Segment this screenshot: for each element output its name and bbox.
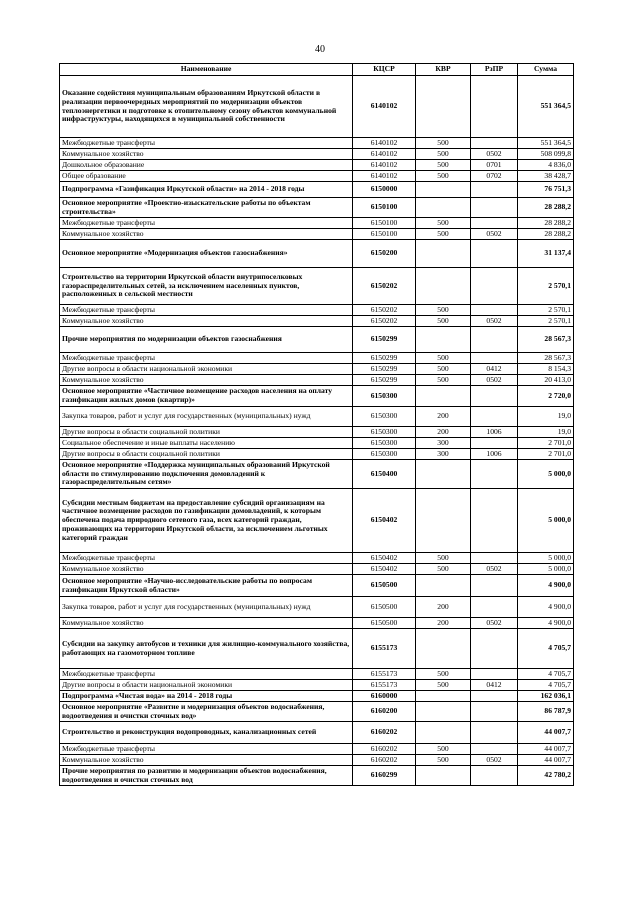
cell-kvr: 500 — [416, 375, 471, 386]
cell-rzpr: 1006 — [471, 427, 518, 438]
cell-kcsr: 6140102 — [353, 171, 416, 182]
cell-kcsr: 6160299 — [353, 766, 416, 786]
table-row — [60, 564, 574, 575]
cell-rzpr: 0502 — [471, 316, 518, 327]
cell-kcsr: 6140102 — [353, 160, 416, 171]
cell-name: Межбюджетные трансферты — [60, 138, 353, 149]
cell-kvr: 500 — [416, 316, 471, 327]
cell-kvr — [416, 460, 471, 489]
cell-kcsr: 6160202 — [353, 744, 416, 755]
budget-table — [59, 63, 574, 786]
cell-rzpr — [471, 629, 518, 669]
cell-kcsr: 6150402 — [353, 489, 416, 553]
table-row — [60, 669, 574, 680]
cell-kcsr: 6150299 — [353, 364, 416, 375]
cell-sum: 508 099,8 — [518, 149, 574, 160]
cell-name: Коммунальное хозяйство — [60, 375, 353, 386]
cell-sum: 19,0 — [518, 407, 574, 427]
cell-name: Подпрограмма «Чистая вода» на 2014 - 2018 годы — [60, 691, 353, 702]
cell-kcsr: 6150202 — [353, 268, 416, 305]
table-row — [60, 691, 574, 702]
cell-kcsr: 6150100 — [353, 198, 416, 218]
cell-kvr: 300 — [416, 438, 471, 449]
table-row — [60, 149, 574, 160]
cell-kvr — [416, 198, 471, 218]
cell-name: Межбюджетные трансферты — [60, 305, 353, 316]
cell-rzpr — [471, 407, 518, 427]
table-row — [60, 629, 574, 669]
cell-kvr: 500 — [416, 229, 471, 240]
cell-kvr: 200 — [416, 618, 471, 629]
cell-kvr — [416, 722, 471, 744]
table-row — [60, 160, 574, 171]
cell-sum: 2 570,1 — [518, 268, 574, 305]
cell-kcsr: 6150299 — [353, 375, 416, 386]
table-row — [60, 240, 574, 268]
cell-kcsr: 6150300 — [353, 438, 416, 449]
table-row — [60, 460, 574, 489]
table-row — [60, 229, 574, 240]
cell-rzpr — [471, 691, 518, 702]
cell-name: Основное мероприятие «Частичное возмещение расходов населения на оплату газификации жилых домов (квартир)» — [60, 386, 353, 407]
cell-kcsr: 6160000 — [353, 691, 416, 702]
cell-sum: 8 154,3 — [518, 364, 574, 375]
cell-rzpr — [471, 182, 518, 198]
table-row — [60, 407, 574, 427]
table-row — [60, 76, 574, 138]
cell-name: Прочие мероприятия по модернизации объектов газоснабжения — [60, 327, 353, 353]
cell-kcsr: 6150400 — [353, 460, 416, 489]
cell-rzpr: 0412 — [471, 680, 518, 691]
cell-kvr — [416, 327, 471, 353]
cell-sum: 4 900,0 — [518, 575, 574, 597]
column-header-sum: Сумма — [518, 64, 574, 76]
column-header-kcsr: КЦСР — [353, 64, 416, 76]
column-header-rzpr: РзПР — [471, 64, 518, 76]
cell-kcsr: 6150200 — [353, 240, 416, 268]
cell-rzpr — [471, 327, 518, 353]
cell-sum: 4 836,0 — [518, 160, 574, 171]
cell-rzpr — [471, 386, 518, 407]
table-row — [60, 766, 574, 786]
cell-kvr: 500 — [416, 218, 471, 229]
cell-sum: 4 900,0 — [518, 597, 574, 618]
cell-sum: 42 780,2 — [518, 766, 574, 786]
cell-sum: 28 288,2 — [518, 229, 574, 240]
cell-kvr: 500 — [416, 138, 471, 149]
cell-kcsr: 6150300 — [353, 386, 416, 407]
cell-kvr — [416, 702, 471, 722]
cell-name: Другие вопросы в области социальной политики — [60, 449, 353, 460]
cell-rzpr — [471, 575, 518, 597]
cell-kcsr: 6150500 — [353, 575, 416, 597]
cell-kvr: 500 — [416, 680, 471, 691]
cell-name: Коммунальное хозяйство — [60, 564, 353, 575]
table-row — [60, 198, 574, 218]
cell-rzpr — [471, 138, 518, 149]
cell-kvr: 200 — [416, 597, 471, 618]
cell-kvr — [416, 575, 471, 597]
cell-name: Основное мероприятие «Проектно-изыскательские работы по объектам строительства» — [60, 198, 353, 218]
cell-sum: 31 137,4 — [518, 240, 574, 268]
cell-kcsr: 6150300 — [353, 427, 416, 438]
cell-sum: 5 000,0 — [518, 460, 574, 489]
cell-kvr — [416, 182, 471, 198]
cell-name: Оказание содействия муниципальным образованиям Иркутской области в реализации первоочередных мероприятий по модернизации объектов теплоэнергетики и подготовке к отопительному сезону объектов коммунальной инфраструктуры, находящихся в муниципальной собственности — [60, 76, 353, 138]
table-row — [60, 364, 574, 375]
cell-kvr: 500 — [416, 353, 471, 364]
cell-name: Другие вопросы в области национальной экономики — [60, 680, 353, 691]
cell-kcsr: 6160200 — [353, 702, 416, 722]
cell-sum: 2 720,0 — [518, 386, 574, 407]
cell-sum: 28 288,2 — [518, 198, 574, 218]
cell-kcsr: 6150300 — [353, 407, 416, 427]
cell-rzpr: 0502 — [471, 564, 518, 575]
cell-kcsr: 6155173 — [353, 669, 416, 680]
cell-sum: 28 567,3 — [518, 353, 574, 364]
cell-name: Коммунальное хозяйство — [60, 229, 353, 240]
cell-rzpr: 0502 — [471, 375, 518, 386]
cell-name: Межбюджетные трансферты — [60, 669, 353, 680]
cell-kvr: 500 — [416, 305, 471, 316]
cell-name: Коммунальное хозяйство — [60, 755, 353, 766]
cell-kvr: 500 — [416, 669, 471, 680]
cell-kvr: 300 — [416, 449, 471, 460]
cell-sum: 76 751,3 — [518, 182, 574, 198]
cell-kvr — [416, 629, 471, 669]
cell-name: Межбюджетные трансферты — [60, 353, 353, 364]
cell-rzpr — [471, 438, 518, 449]
cell-name: Социальное обеспечение и иные выплаты населению — [60, 438, 353, 449]
table-row — [60, 316, 574, 327]
cell-sum: 38 428,7 — [518, 171, 574, 182]
table-row — [60, 427, 574, 438]
cell-kvr — [416, 691, 471, 702]
cell-kcsr: 6140102 — [353, 149, 416, 160]
cell-kcsr: 6150402 — [353, 564, 416, 575]
cell-kvr: 500 — [416, 364, 471, 375]
cell-rzpr: 0502 — [471, 229, 518, 240]
cell-kcsr: 6150100 — [353, 218, 416, 229]
cell-kcsr: 6140102 — [353, 76, 416, 138]
cell-kvr: 200 — [416, 407, 471, 427]
cell-name: Основное мероприятие «Поддержка муниципальных образований Иркутской области по стимулированию подключения домовладений к газораспределительным сетям» — [60, 460, 353, 489]
cell-sum: 44 007,7 — [518, 744, 574, 755]
cell-rzpr: 1006 — [471, 449, 518, 460]
cell-kcsr: 6150100 — [353, 229, 416, 240]
cell-sum: 4 705,7 — [518, 669, 574, 680]
cell-kvr: 500 — [416, 160, 471, 171]
cell-rzpr — [471, 76, 518, 138]
table-row — [60, 449, 574, 460]
cell-rzpr: 0412 — [471, 364, 518, 375]
cell-name: Субсидии местным бюджетам на предоставление субсидий организациям на частичное возмещение расходов по газификации домовладений, к которым обеспечена подача природного сетевого газа, всех категорий граждан, проживающих на территории Иркутской области, за исключением льготных категорий граждан — [60, 489, 353, 553]
cell-kvr — [416, 268, 471, 305]
cell-kcsr: 6150500 — [353, 597, 416, 618]
cell-kvr — [416, 766, 471, 786]
cell-name: Прочие мероприятия по развитию и модернизации объектов водоснабжения, водоотведения и очистки сточных вод — [60, 766, 353, 786]
cell-kcsr: 6150202 — [353, 316, 416, 327]
cell-sum: 162 036,1 — [518, 691, 574, 702]
cell-sum: 4 705,7 — [518, 680, 574, 691]
cell-sum: 44 007,7 — [518, 755, 574, 766]
cell-name: Межбюджетные трансферты — [60, 218, 353, 229]
cell-rzpr — [471, 489, 518, 553]
cell-kcsr: 6150402 — [353, 553, 416, 564]
cell-rzpr — [471, 240, 518, 268]
table-row — [60, 575, 574, 597]
cell-sum: 44 007,7 — [518, 722, 574, 744]
cell-sum: 551 364,5 — [518, 138, 574, 149]
cell-rzpr — [471, 218, 518, 229]
cell-rzpr — [471, 198, 518, 218]
table-row — [60, 218, 574, 229]
cell-kvr: 500 — [416, 553, 471, 564]
cell-name: Субсидии на закупку автобусов и техники для жилищно-коммунального хозяйства, работающих на газомоторном топливе — [60, 629, 353, 669]
cell-kvr: 200 — [416, 427, 471, 438]
cell-sum: 86 787,9 — [518, 702, 574, 722]
cell-rzpr: 0502 — [471, 149, 518, 160]
cell-name: Коммунальное хозяйство — [60, 618, 353, 629]
cell-kcsr: 6150300 — [353, 449, 416, 460]
cell-name: Коммунальное хозяйство — [60, 149, 353, 160]
table-row — [60, 327, 574, 353]
table-row — [60, 722, 574, 744]
cell-name: Общее образование — [60, 171, 353, 182]
cell-sum: 2 570,1 — [518, 316, 574, 327]
cell-sum: 4 900,0 — [518, 618, 574, 629]
cell-kcsr: 6140102 — [353, 138, 416, 149]
cell-rzpr — [471, 669, 518, 680]
table-body — [60, 76, 574, 786]
cell-kvr: 500 — [416, 149, 471, 160]
cell-kcsr: 6155173 — [353, 629, 416, 669]
column-header-name: Наименование — [60, 64, 353, 76]
cell-rzpr — [471, 744, 518, 755]
cell-rzpr — [471, 353, 518, 364]
cell-name: Основное мероприятие «Развитие и модернизация объектов водоснабжения, водоотведения и очистки сточных вод» — [60, 702, 353, 722]
cell-kvr: 500 — [416, 171, 471, 182]
cell-sum: 5 000,0 — [518, 489, 574, 553]
cell-rzpr — [471, 305, 518, 316]
cell-kcsr: 6150202 — [353, 305, 416, 316]
cell-sum: 20 413,0 — [518, 375, 574, 386]
cell-kvr: 500 — [416, 744, 471, 755]
cell-rzpr: 0701 — [471, 160, 518, 171]
table-row — [60, 680, 574, 691]
cell-name: Другие вопросы в области социальной политики — [60, 427, 353, 438]
table-row — [60, 744, 574, 755]
column-header-kvr: КВР — [416, 64, 471, 76]
table-header-row — [60, 64, 574, 76]
cell-sum: 19,0 — [518, 427, 574, 438]
table-row — [60, 618, 574, 629]
cell-sum: 2 570,1 — [518, 305, 574, 316]
cell-rzpr — [471, 722, 518, 744]
cell-rzpr — [471, 268, 518, 305]
cell-kcsr: 6150299 — [353, 327, 416, 353]
table-row — [60, 182, 574, 198]
cell-kvr — [416, 76, 471, 138]
cell-sum: 2 701,0 — [518, 438, 574, 449]
table-row — [60, 597, 574, 618]
cell-rzpr — [471, 460, 518, 489]
cell-kcsr: 6150000 — [353, 182, 416, 198]
cell-name: Строительство на территории Иркутской области внутрипоселковых газораспределительных сетей, за исключением населенных пунктов, расположенных в сельской местности — [60, 268, 353, 305]
cell-sum: 4 705,7 — [518, 629, 574, 669]
cell-name: Коммунальное хозяйство — [60, 316, 353, 327]
table-row — [60, 138, 574, 149]
table-row — [60, 755, 574, 766]
table-row — [60, 353, 574, 364]
cell-rzpr: 0702 — [471, 171, 518, 182]
table-row — [60, 386, 574, 407]
cell-rzpr — [471, 597, 518, 618]
cell-name: Основное мероприятие «Научно-исследовательские работы по вопросам газификации Иркутской области» — [60, 575, 353, 597]
cell-kcsr: 6150299 — [353, 353, 416, 364]
cell-kcsr: 6155173 — [353, 680, 416, 691]
cell-kvr — [416, 240, 471, 268]
cell-name: Подпрограмма «Газификация Иркутской области» на 2014 - 2018 годы — [60, 182, 353, 198]
table-row — [60, 438, 574, 449]
table-row — [60, 375, 574, 386]
cell-sum: 28 288,2 — [518, 218, 574, 229]
table-row — [60, 305, 574, 316]
cell-name: Закупка товаров, работ и услуг для государственных (муниципальных) нужд — [60, 597, 353, 618]
cell-name: Дошкольное образование — [60, 160, 353, 171]
cell-name: Закупка товаров, работ и услуг для государственных (муниципальных) нужд — [60, 407, 353, 427]
cell-kvr — [416, 386, 471, 407]
cell-kcsr: 6150500 — [353, 618, 416, 629]
cell-kvr: 500 — [416, 755, 471, 766]
page-number: 40 — [315, 44, 325, 55]
cell-sum: 2 701,0 — [518, 449, 574, 460]
cell-name: Основное мероприятие «Модернизация объектов газоснабжения» — [60, 240, 353, 268]
cell-name: Другие вопросы в области национальной экономики — [60, 364, 353, 375]
cell-rzpr — [471, 766, 518, 786]
cell-name: Межбюджетные трансферты — [60, 744, 353, 755]
cell-rzpr — [471, 702, 518, 722]
cell-rzpr: 0502 — [471, 618, 518, 629]
cell-kvr: 500 — [416, 564, 471, 575]
table-row — [60, 553, 574, 564]
cell-kcsr: 6160202 — [353, 755, 416, 766]
cell-kcsr: 6160202 — [353, 722, 416, 744]
table-row — [60, 489, 574, 553]
cell-sum: 5 000,0 — [518, 564, 574, 575]
cell-rzpr — [471, 553, 518, 564]
cell-kvr — [416, 489, 471, 553]
table-row — [60, 702, 574, 722]
cell-rzpr: 0502 — [471, 755, 518, 766]
table-row — [60, 268, 574, 305]
table-row — [60, 171, 574, 182]
cell-sum: 5 000,0 — [518, 553, 574, 564]
cell-sum: 28 567,3 — [518, 327, 574, 353]
cell-name: Межбюджетные трансферты — [60, 553, 353, 564]
cell-name: Строительство и реконструкция водопроводных, канализационных сетей — [60, 722, 353, 744]
cell-sum: 551 364,5 — [518, 76, 574, 138]
